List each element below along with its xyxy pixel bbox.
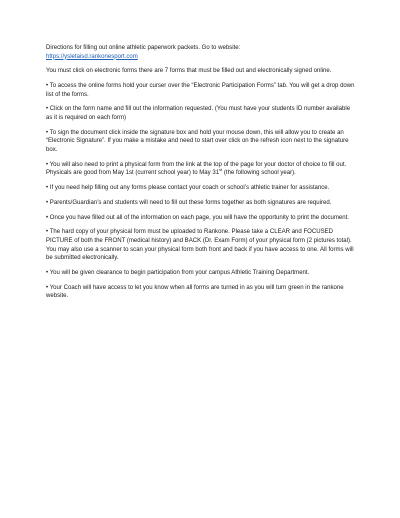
paragraph-print: • Once you have filled out all of the information on each page, you will have the opportunity to print the document. <box>46 214 349 221</box>
paragraph-physical <box>46 161 358 178</box>
website-link[interactable]: https://ysletaisd.rankonesport.com <box>46 53 138 60</box>
intro-paragraph <box>46 44 358 61</box>
paragraph-signature: • To sign the document click inside the signature box and hold your mouse down, this will allow you to create an “Electronic Signature”. If you make a mistake and need to start over click on the refresh icon next to the signature box. <box>46 129 349 153</box>
paragraph-click-form: • Click on the form name and fill out the information requested. (You must have your students ID number available as it is required on each form) <box>46 106 351 122</box>
paragraph-clearance: • You will be given clearance to begin participation from your campus Athletic Training Department. <box>46 269 310 276</box>
paragraph-upload: • The hard copy of your physical form must be uploaded to Rankone. Please take a CLEAR and FOCUSED PICTURE of both the FRONT (medical history) and BACK (Dr. Exam Form) of your physical form (2 pictures total). You may also use a scanner to scan your physical form both front and back if you have access to one. All forms will be submitted electronically. <box>46 229 354 262</box>
document-page <box>46 44 358 307</box>
physical-text-after: (the following school year). <box>222 170 296 177</box>
intro-text: Directions for filling out online athletic paperwork packets. Go to website: <box>46 45 241 51</box>
physical-superscript: st <box>219 167 223 173</box>
paragraph-access-forms: • To access the online forms hold your curser over the “Electronic Participation Forms” tab. You will get a drop down list of the forms. <box>46 83 355 98</box>
paragraph-coach: • Your Coach will have access to let you know when all forms are turned in as you will turn green in the rankone website. <box>46 284 344 300</box>
paragraph-electronic-forms: You must click on electronic forms there are 7 forms that must be filled out and electronically signed online. <box>46 68 332 75</box>
physical-text-before: • You will also need to print a physical form from the link at the top of the page for your doctor of choice to fill out. Physicals are good from May 1st (current school year) to May 31 <box>46 161 347 177</box>
paragraph-help: • If you need help filling out any forms please contact your coach or school’s athletic trainer for assistance. <box>46 185 330 192</box>
paragraph-parents: • Parents/Guardian’s and students will need to fill out these forms together as both signatures are required. <box>46 199 332 206</box>
